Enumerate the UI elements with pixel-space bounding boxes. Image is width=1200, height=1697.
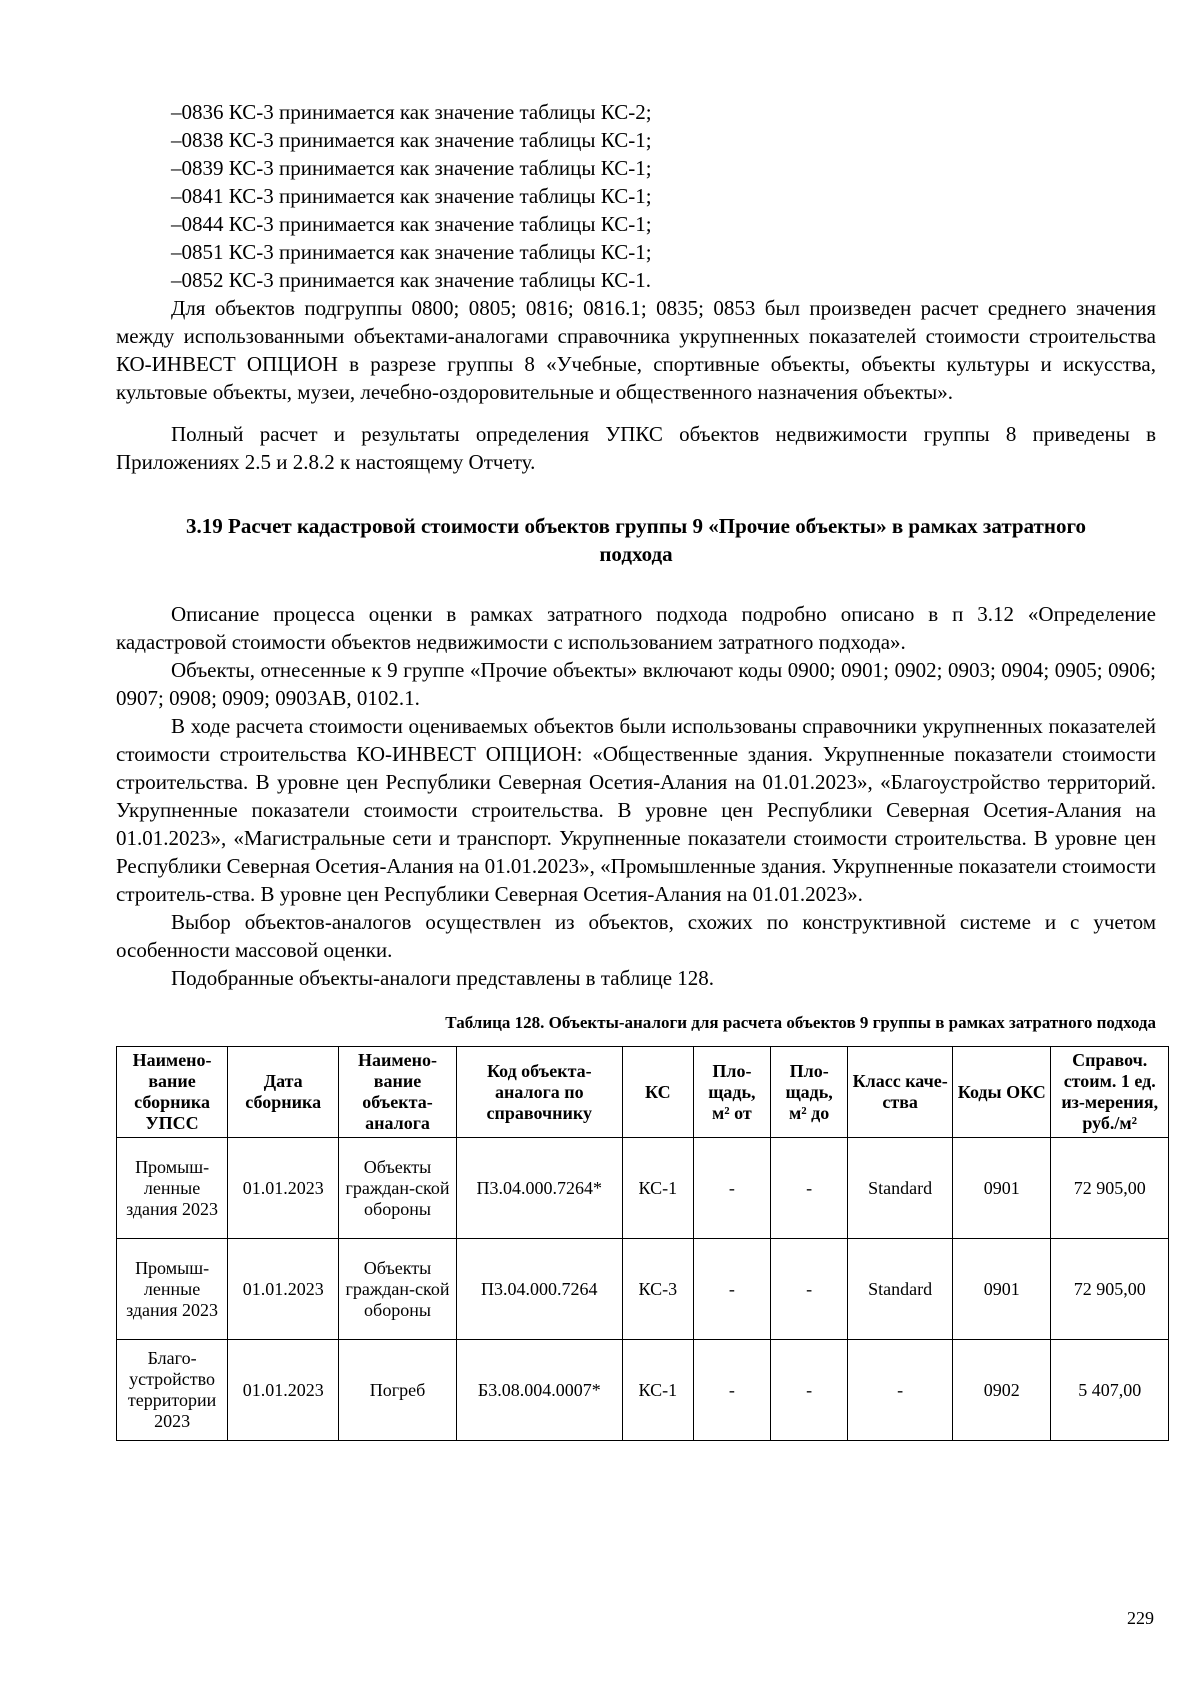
table-cell: Б3.08.004.0007* (456, 1340, 622, 1441)
table-cell: 01.01.2023 (228, 1340, 339, 1441)
table-cell: - (848, 1340, 953, 1441)
table-cell: КС-1 (622, 1138, 693, 1239)
column-header: Код объекта-аналога по справочнику (456, 1047, 622, 1138)
table-cell: 01.01.2023 (228, 1138, 339, 1239)
table-row (117, 1239, 1169, 1340)
table-row (117, 1340, 1169, 1441)
list-item: –0844 КС-3 принимается как значение таблицы КС-1; (171, 212, 652, 236)
column-header: Наимено-вание объекта-аналога (339, 1047, 456, 1138)
column-header: Пло-щадь, м² до (771, 1047, 848, 1138)
list-item: –0838 КС-3 принимается как значение таблицы КС-1; (171, 128, 652, 152)
table-cell: Standard (848, 1239, 953, 1340)
table-cell: КС-3 (622, 1239, 693, 1340)
table-cell: Standard (848, 1138, 953, 1239)
paragraph-references: В ходе расчета стоимости оцениваемых объектов были использованы справочники укрупненных показателей стоимости строительства КО-ИНВЕСТ ОПЦИОН: «Общественные здания. Укрупненные показатели стоимости строительства. В уровне цен Республики Северная Осетия-Алания на 01.01.2023», «Благоустройство территорий. Укрупненные показатели стоимости строительства. В уровне цен Республики Северная Осетия-Алания на 01.01.2023», «Магистральные сети и транспорт. Укрупненные показатели стоимости строительства. В уровне цен Республики Северная Осетия-Алания на 01.01.2023», «Промышленные здания. Укрупненные показатели стоимости строитель-ства. В уровне цен Республики Северная Осетия-Алания на 01.01.2023». (116, 714, 1156, 906)
table-cell: 5 407,00 (1051, 1340, 1169, 1441)
column-header: Класс каче-ства (848, 1047, 953, 1138)
table-cell: Погреб (339, 1340, 456, 1441)
table-cell: Промыш-ленные здания 2023 (117, 1138, 228, 1239)
list-item: –0839 КС-3 принимается как значение таблицы КС-1; (171, 156, 652, 180)
paragraph-average: Для объектов подгруппы 0800; 0805; 0816; 0816.1; 0835; 0853 был произведен расчет среднего значения между использованными объектами-аналогами справочника укрупненных показателей стоимости строительства КО-ИНВЕСТ ОПЦИОН в разрезе группы 8 «Учебные, спортивные объекты, объекты культуры и искусства, культовые объекты, музеи, лечебно-оздоровительные и общественного назначения объекты». (116, 296, 1156, 404)
table-cell: П3.04.000.7264* (456, 1138, 622, 1239)
column-header: КС (622, 1047, 693, 1138)
column-header: Наимено-вание сборника УПСС (117, 1047, 228, 1138)
paragraph-choice: Выбор объектов-аналогов осуществлен из объектов, схожих по конструктивной системе и с учетом особенности массовой оценки. (116, 910, 1156, 962)
table-cell: Объекты граждан-ской обороны (339, 1138, 456, 1239)
table-cell: 0902 (953, 1340, 1051, 1441)
list-item: –0841 КС-3 принимается как значение таблицы КС-1; (171, 184, 652, 208)
table-cell: 0901 (953, 1138, 1051, 1239)
table-row (117, 1138, 1169, 1239)
column-header: Справоч. стоим. 1 ед. из-мерения, руб./м² (1051, 1047, 1169, 1138)
paragraph-objects: Объекты, отнесенные к 9 группе «Прочие объекты» включают коды 0900; 0901; 0902; 0903; 0904; 0905; 0906; 0907; 0908; 0909; 0903АВ, 0102.1. (116, 658, 1156, 710)
table-cell: 0901 (953, 1239, 1051, 1340)
table-cell: - (693, 1340, 770, 1441)
table-cell: Промыш-ленные здания 2023 (117, 1239, 228, 1340)
table-cell: 72 905,00 (1051, 1138, 1169, 1239)
table-cell: П3.04.000.7264 (456, 1239, 622, 1340)
table-cell: 72 905,00 (1051, 1239, 1169, 1340)
table-cell: - (771, 1239, 848, 1340)
analogs-table (116, 1046, 1169, 1441)
list-item: –0852 КС-3 принимается как значение таблицы КС-1. (171, 268, 651, 292)
table-cell: 01.01.2023 (228, 1239, 339, 1340)
page-number: 229 (1127, 1608, 1154, 1628)
list-item: –0851 КС-3 принимается как значение таблицы КС-1; (171, 240, 652, 264)
section-heading: 3.19 Расчет кадастровой стоимости объектов группы 9 «Прочие объекты» в рамках затратного подхода (186, 514, 1086, 566)
table-cell: - (693, 1239, 770, 1340)
paragraph-full-calc: Полный расчет и результаты определения УПКС объектов недвижимости группы 8 приведены в Приложениях 2.5 и 2.8.2 к настоящему Отчету. (116, 422, 1156, 474)
table-cell: - (771, 1340, 848, 1441)
table-header-row (117, 1047, 1169, 1138)
list-item: –0836 КС-3 принимается как значение таблицы КС-2; (171, 100, 652, 124)
table-cell: КС-1 (622, 1340, 693, 1441)
column-header: Дата сборника (228, 1047, 339, 1138)
page-content (116, 98, 1159, 1441)
column-header: Коды ОКС (953, 1047, 1051, 1138)
table-caption: Таблица 128. Объекты-аналоги для расчета объектов 9 группы в рамках затратного подхода (445, 1013, 1156, 1032)
table-cell: Благо-устройство территории 2023 (117, 1340, 228, 1441)
table-cell: - (693, 1138, 770, 1239)
paragraph-table-ref: Подобранные объекты-аналоги представлены в таблице 128. (171, 966, 715, 990)
table-cell: Объекты граждан-ской обороны (339, 1239, 456, 1340)
list (116, 98, 1156, 294)
paragraph-description: Описание процесса оценки в рамках затратного подхода подробно описано в п 3.12 «Определение кадастровой стоимости объектов недвижимости с использованием затратного подхода». (116, 602, 1156, 654)
column-header: Пло-щадь, м² от (693, 1047, 770, 1138)
table-cell: - (771, 1138, 848, 1239)
